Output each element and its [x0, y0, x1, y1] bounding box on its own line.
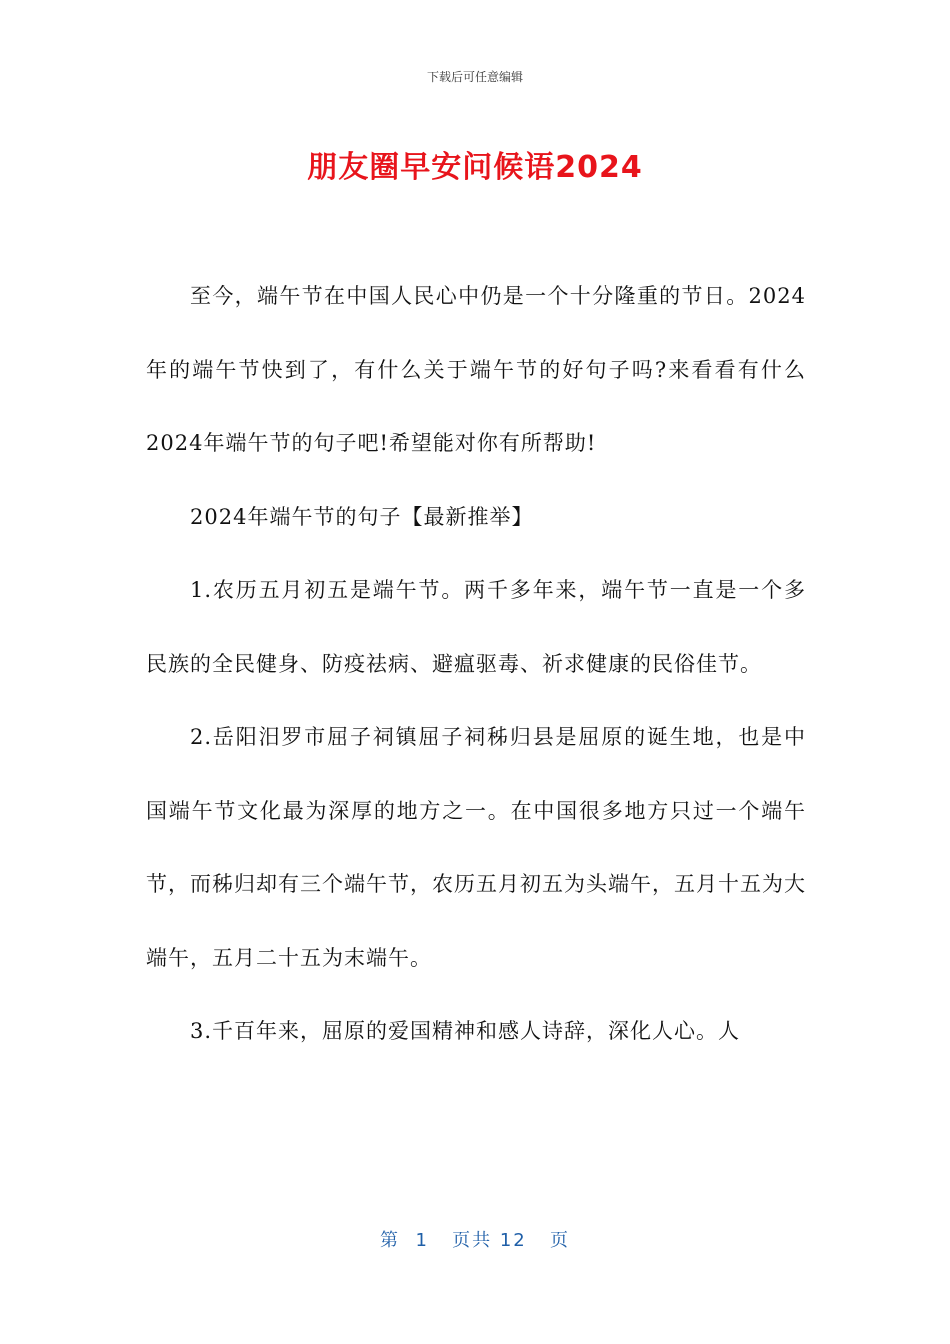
paragraph-intro: 至今，端午节在中国人民心中仍是一个十分隆重的节日。2024年的端午节快到了，有什么关于端午节的好句子吗?来看看有什么2024年端午节的句子吧!希望能对你有所帮助!	[146, 284, 806, 455]
page-footer	[0, 1226, 950, 1252]
paragraph-item-1: 1.农历五月初五是端午节。两千多年来，端午节一直是一个多民族的全民健身、防疫祛病、避瘟驱毒、祈求健康的民俗佳节。	[146, 578, 806, 676]
footer-current-page: 1	[415, 1230, 429, 1251]
document-body	[146, 260, 806, 1069]
paragraph-item-3: 3.千百年来，屈原的爱国精神和感人诗辞，深化人心。人	[190, 1019, 741, 1043]
footer-total-pages: 12	[499, 1230, 527, 1251]
footer-suffix: 页	[549, 1230, 570, 1251]
paragraph-subheading: 2024年端午节的句子【最新推举】	[190, 504, 534, 529]
paragraph-item-2: 2.岳阳汨罗市屈子祠镇屈子祠秭归县是屈原的诞生地，也是中国端午节文化最为深厚的地方之一。在中国很多地方只过一个端午节，而秭归却有三个端午节，农历五月初五为头端午，五月十五为大端午，五月二十五为末端午。	[146, 725, 806, 970]
footer-middle: 页共	[452, 1230, 493, 1251]
document-title: 朋友圈早安问候语2024	[307, 150, 643, 185]
footer-prefix: 第	[380, 1230, 401, 1251]
header-note: 下载后可任意编辑	[426, 70, 523, 84]
